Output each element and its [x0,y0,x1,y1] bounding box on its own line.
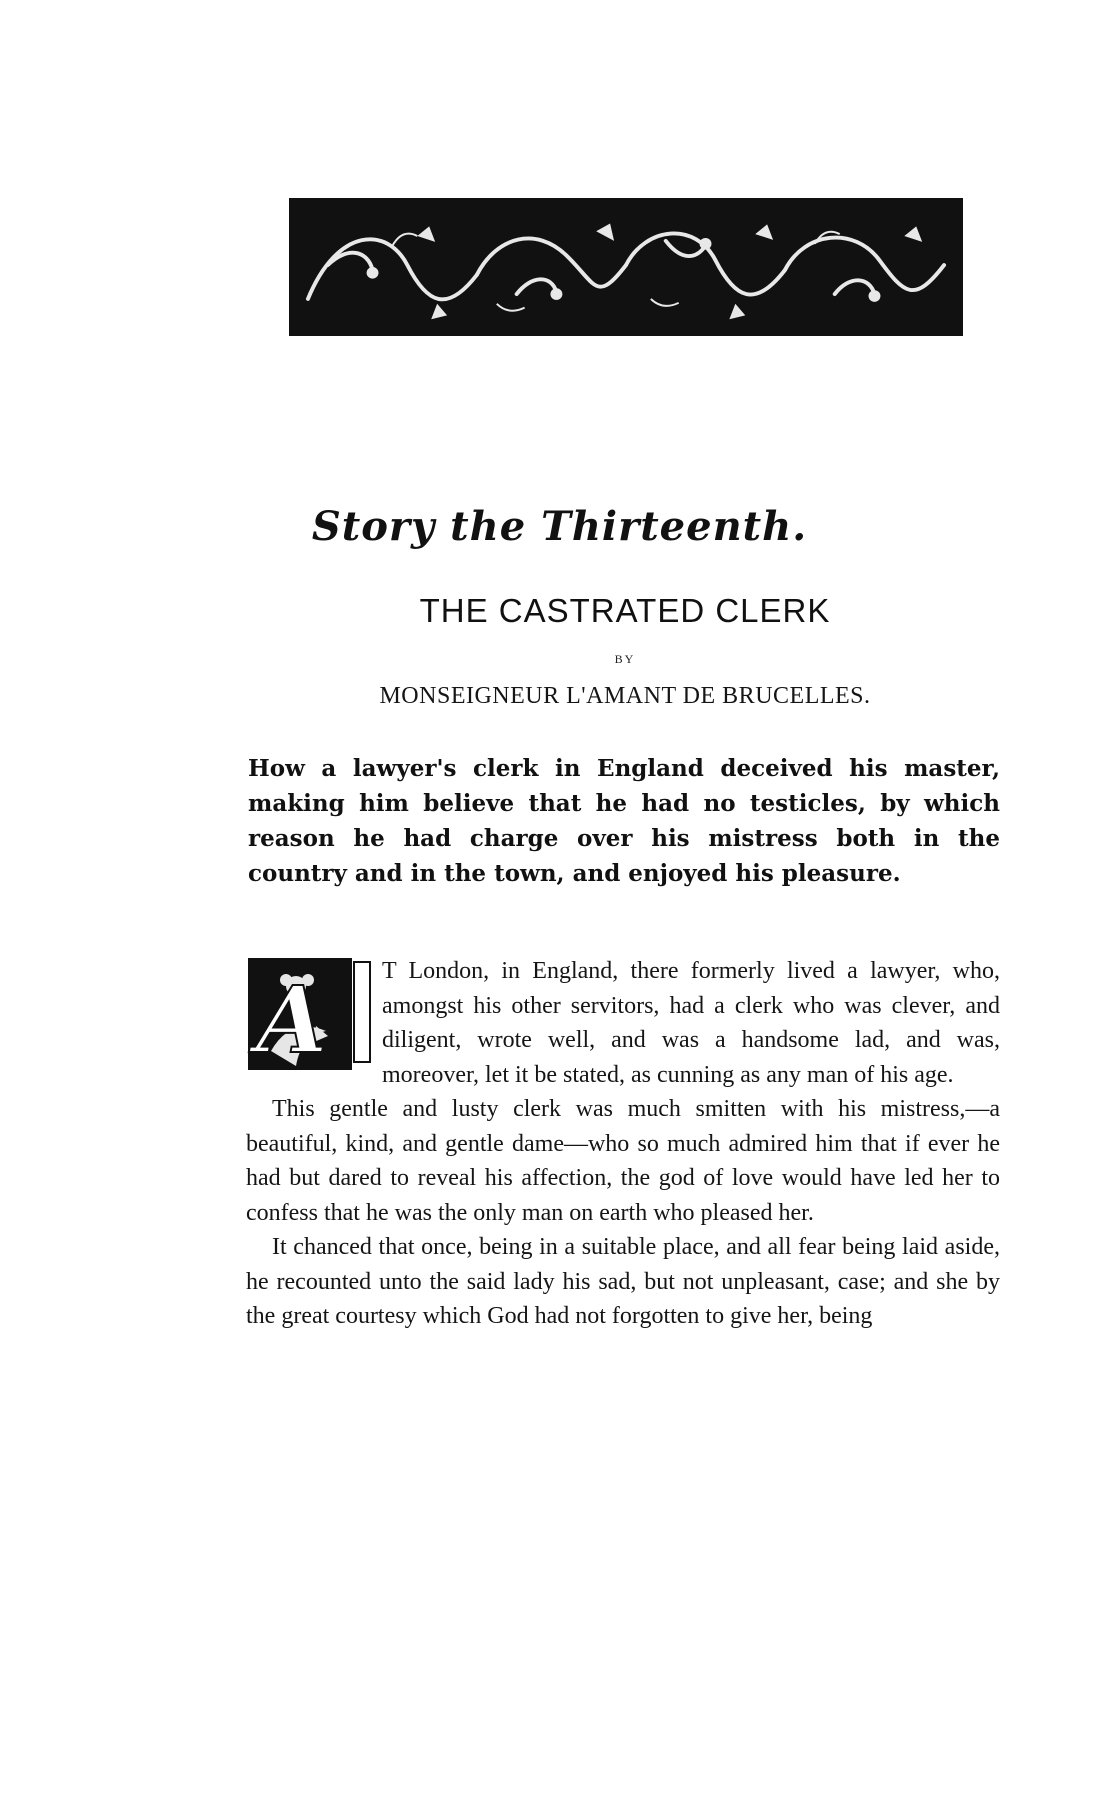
ornamental-header-band [289,198,963,336]
dropcap-glyph: A [256,966,328,1074]
author-name: MONSEIGNEUR L'AMANT DE BRUCELLES. [379,683,871,709]
paragraph [246,954,1000,1092]
paragraph: This gentle and lusty clerk was much smitten with his mistress,—a beautiful, kind, and gentle dame—who so much admired him that if ever he had but dared to reveal his affection, the god of love would have led her to confess that he was the only man on earth who pleased her. [246,1096,1000,1226]
dropcap-letter [246,956,374,1076]
foliage-ornament-icon [298,207,954,327]
story-title: THE CASTRATED CLERK [419,592,831,629]
story-body [246,954,1000,1334]
paragraph-text: T London, in England, there formerly lived a lawyer, who, amongst his other servitors, had a clerk who was clever, and diligent, wrote well, and was a handsome lad, and was, moreover, let it be stated, as cunning as any man of his age. [382,958,1000,1088]
story-summary: How a lawyer's clerk in England deceived his master, making him believe that he had no testicles, by which reason he had charge over his mistress both in the country and in the town, and enjoyed his pleasure. [248,755,1000,887]
ornate-initial-icon [246,956,374,1076]
paragraph: It chanced that once, being in a suitable place, and all fear being laid aside, he recounted unto the said lady his sad, but not unpleasant, case; and she by the great courtesy which God had not forgotten to give her, being [246,1234,1000,1329]
by-line: BY [614,652,636,666]
chapter-title: Story the Thirteenth. [311,503,808,550]
